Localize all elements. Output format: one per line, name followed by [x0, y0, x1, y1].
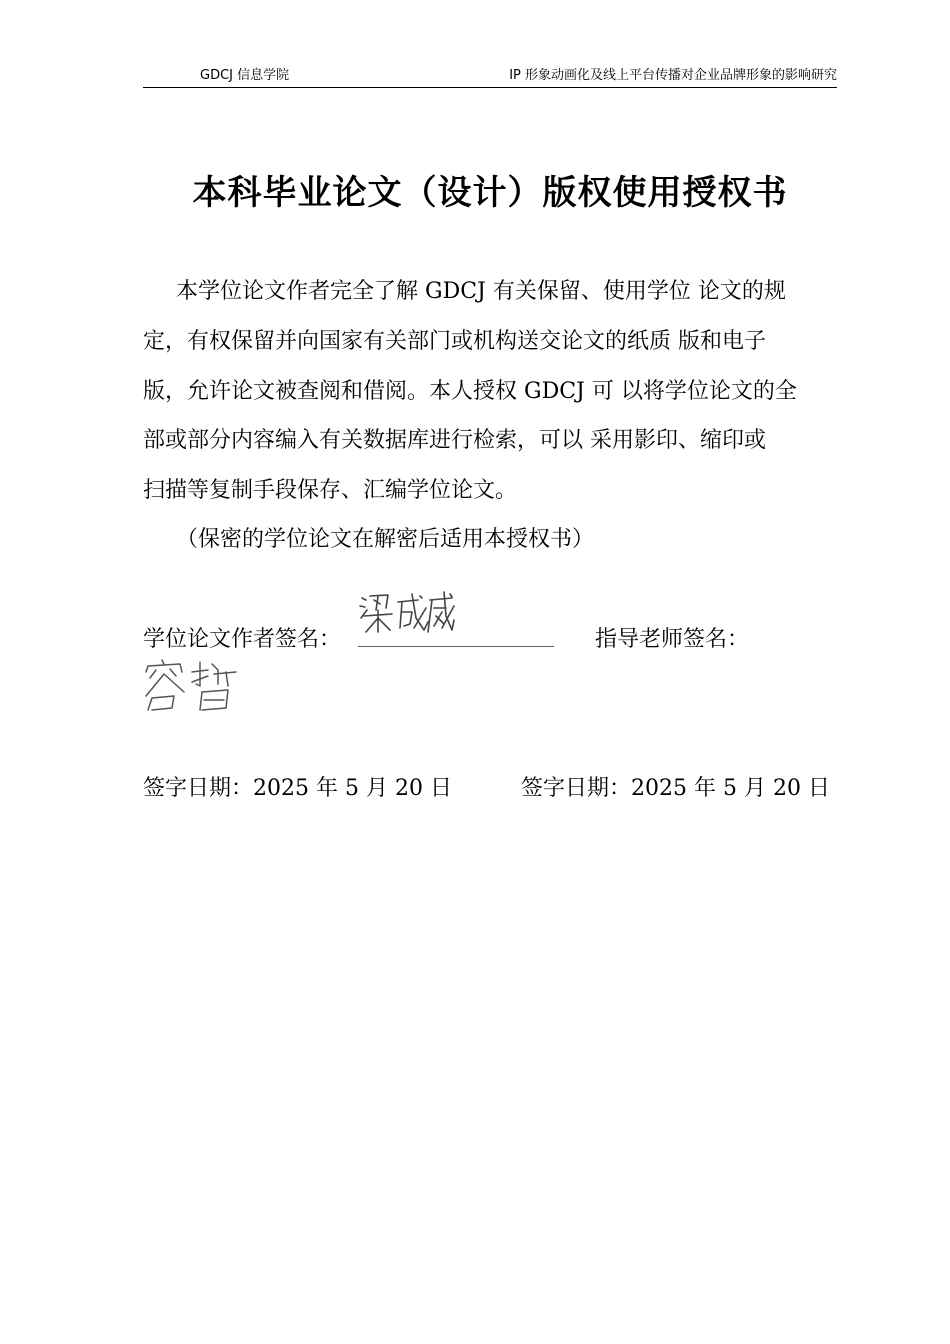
header-institution: GDCJ 信息学院: [200, 68, 290, 83]
body-line-2: 定，有权保留并向国家有关部门或机构送交论文的纸质 版和电子: [143, 329, 766, 354]
advisor-handwritten-signature: [138, 656, 242, 714]
body-line-4: 部或部分内容编入有关数据库进行检索，可以 采用影印、缩印或: [143, 428, 766, 453]
document-title: 本科毕业论文（设计）版权使用授权书: [192, 173, 788, 213]
author-handwritten-signature: [356, 588, 456, 640]
advisor-sign-date: 签字日期：2025 年 5 月 20 日: [521, 776, 830, 801]
header-thesis-title: IP 形象动画化及线上平台传播对企业品牌形象的影响研究: [509, 68, 837, 83]
body-line-1: 本学位论文作者完全了解 GDCJ 有关保留、使用学位 论文的规: [176, 279, 786, 304]
page-header: [143, 66, 837, 88]
body-line-5: 扫描等复制手段保存、汇编学位论文。: [143, 478, 518, 503]
advisor-signature-label: 指导老师签名：: [595, 627, 750, 652]
body-line-3: 版，允许论文被查阅和借阅。本人授权 GDCJ 可 以将学位论文的全: [143, 379, 797, 404]
author-signature-label: 学位论文作者签名：: [143, 627, 342, 652]
author-signature-line: [358, 646, 554, 647]
confidential-note: （保密的学位论文在解密后适用本授权书）: [176, 527, 595, 552]
author-sign-date: 签字日期：2025 年 5 月 20 日: [143, 776, 452, 801]
